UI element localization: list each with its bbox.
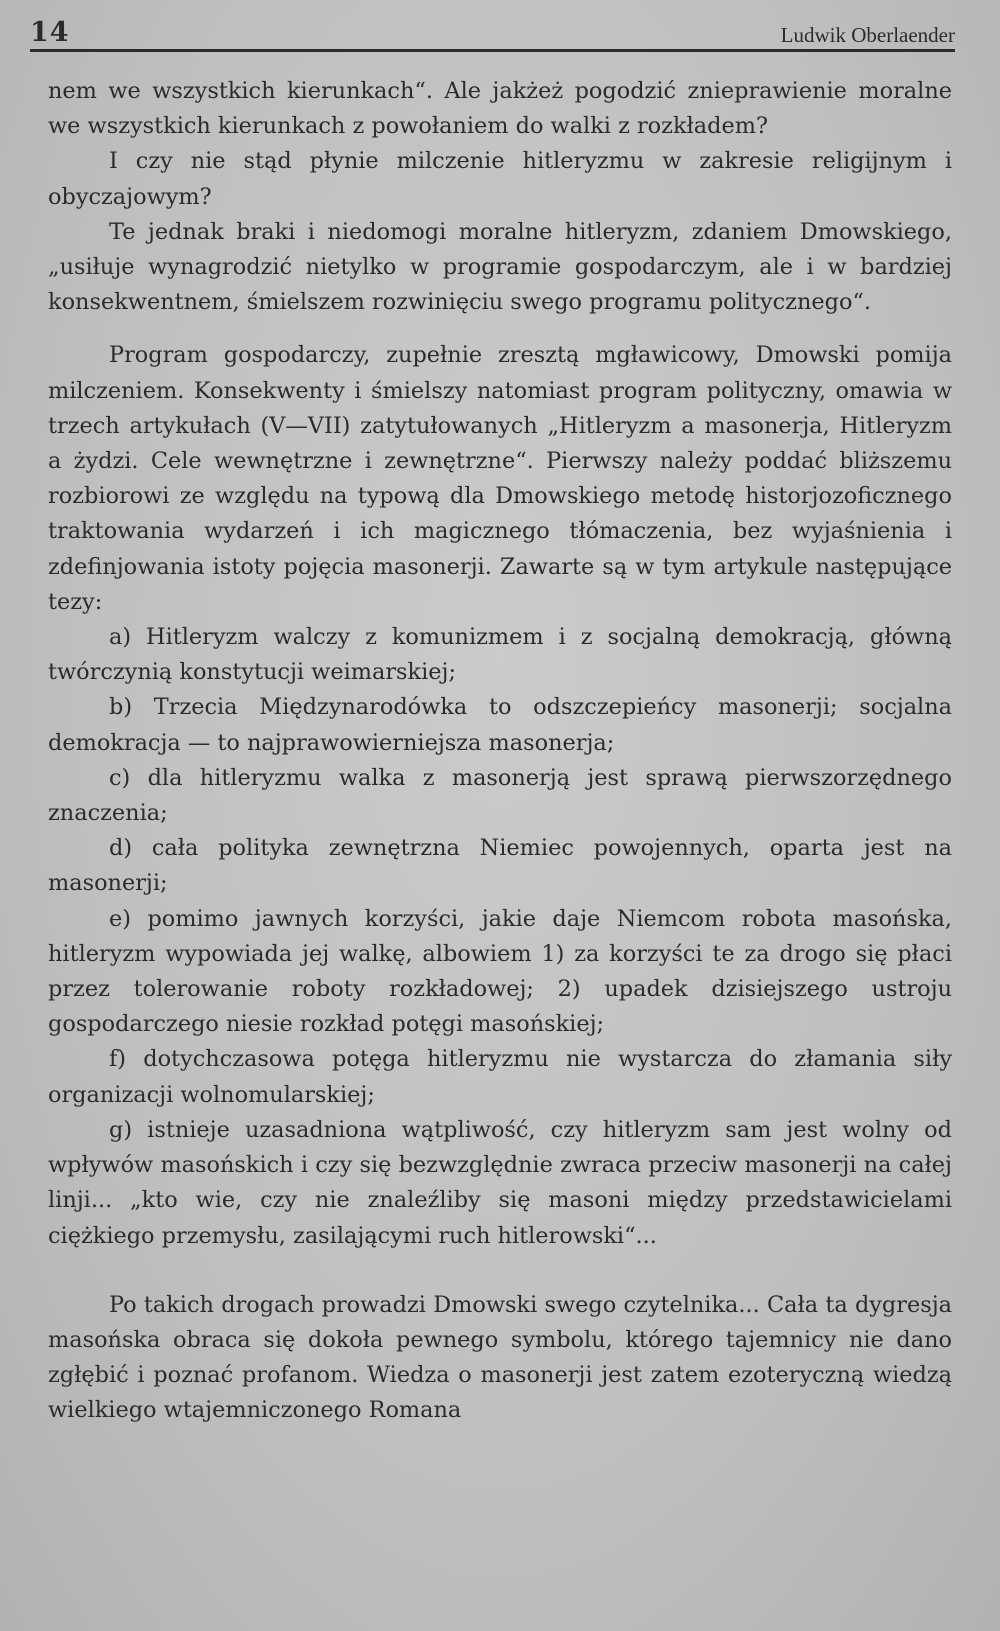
thesis-item: b) Trzecia Międzynarodówka to odszczepieńcy masonerji; socjalna demokracja — to najprawowierniejsza masonerja; <box>48 694 952 756</box>
body-text <box>48 74 952 1429</box>
paragraph: I czy nie stąd płynie milczenie hitleryzmu w zakresie religijnym i obyczajowym? <box>48 148 952 210</box>
page-header <box>30 18 955 48</box>
paragraph: Program gospodarczy, zupełnie zresztą mgławicowy, Dmowski pomija milczeniem. Konsekwenty i śmielszy natomiast program polityczny, omawia w trzech artykułach (V—VII) zatytułowanych „Hitleryzm a masonerja, Hitleryzm a żydzi. Cele wewnętrzne i zewnętrzne“. Pierwszy należy poddać bliższemu rozbiorowi ze względu na typową dla Dmowskiego metodę historjozoficznego traktowania wydarzeń i ich magicznego tłómaczenia, bez wyjaśnienia i zdefinjowania istoty pojęcia masonerji. Zawarte są w tym artykule następujące tezy: <box>48 342 952 615</box>
thesis-item: e) pomimo jawnych korzyści, jakie daje Niemcom robota masońska, hitleryzm wypowiada jej walkę, albowiem 1) za korzyści te za drogo się płaci przez tolerowanie roboty rozkładowej; 2) upadek dzisiejszego ustroju gospodarczego niesie rozkład potęgi masońskiej; <box>48 905 952 1038</box>
header-rule <box>30 49 955 52</box>
thesis-item: g) istnieje uzasadniona wątpliwość, czy hitleryzm sam jest wolny od wpływów masońskich i czy się bezwzględnie zwraca przeciw masonerji na całej linji... „kto wie, czy nie znaleźliby się masoni między przedstawicielami ciężkiego przemysłu, zasilającymi ruch hitlerowski“... <box>48 1116 952 1249</box>
running-head: Ludwik Oberlaender <box>780 23 955 47</box>
thesis-item: f) dotychczasowa potęga hitleryzmu nie wystarcza do złamania siły organizacji wolnomularskiej; <box>48 1046 952 1108</box>
thesis-item: a) Hitleryzm walczy z komunizmem i z socjalną demokracją, główną twórczynią konstytucji weimarskiej; <box>48 624 952 686</box>
thesis-item: d) cała polityka zewnętrzna Niemiec powojennych, oparta jest na masonerji; <box>48 835 952 897</box>
thesis-item: c) dla hitleryzmu walka z masonerją jest sprawą pierwszorzędnego znaczenia; <box>48 764 952 827</box>
paragraph: Te jednak braki i niedomogi moralne hitleryzm, zdaniem Dmowskiego, „usiłuje wynagrodzić nietylko w programie gospodarczym, ale i w bardziej konsekwentnem, śmielszem rozwinięciu swego programu politycznego“. <box>48 218 952 316</box>
paragraph: nem we wszystkich kierunkach“. Ale jakżeż pogodzić znieprawienie moralne we wszystkich kierunkach z powołaniem do walki z rozkładem? <box>48 78 952 140</box>
page-number: 14 <box>30 17 70 48</box>
paragraph: Po takich drogach prowadzi Dmowski swego czytelnika... Cała ta dygresja masońska obraca się dokoła pewnego symbolu, którego tajemnicy nie dano zgłębić i poznać profanom. Wiedza o masonerji jest zatem ezoteryczną wiedzą wielkiego wtajemniczonego Romana <box>48 1291 952 1424</box>
